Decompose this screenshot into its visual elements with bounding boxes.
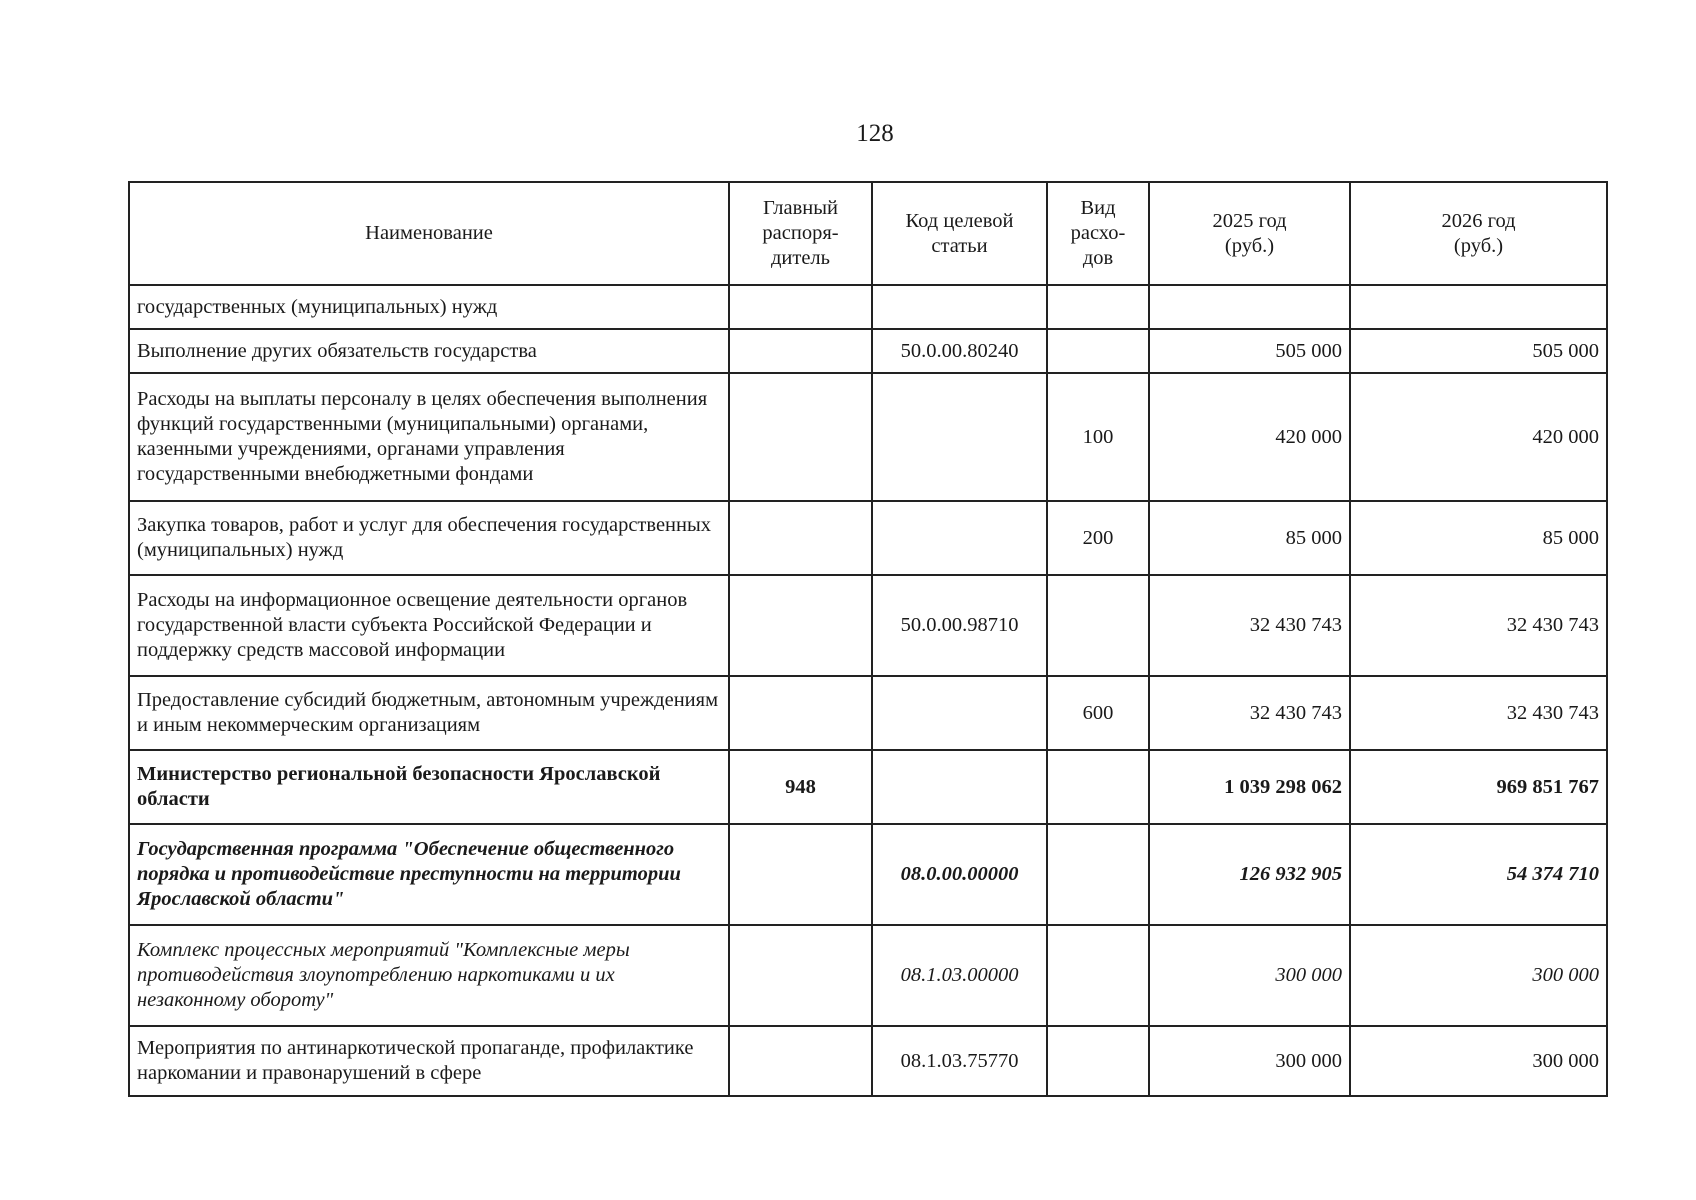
table-row: [129, 750, 1607, 824]
cell-code: [872, 373, 1047, 501]
cell-code: 50.0.00.80240: [872, 329, 1047, 373]
cell-2026: 85 000: [1350, 501, 1607, 575]
cell-code: 50.0.00.98710: [872, 575, 1047, 676]
cell-name: Государственная программа "Обеспечение общественного порядка и противодействие преступности на территории Ярославской области": [129, 824, 729, 925]
cell-name: государственных (муниципальных) нужд: [129, 285, 729, 329]
table-row: [129, 1026, 1607, 1096]
header-code: Код целевой статьи: [872, 182, 1047, 285]
page-number: 128: [856, 120, 894, 147]
cell-2025: 300 000: [1149, 1026, 1350, 1096]
table-row: [129, 824, 1607, 925]
cell-name: Комплекс процессных мероприятий "Комплексные меры противодействия злоупотреблению наркотиками и их незаконному обороту": [129, 925, 729, 1026]
header-name: Наименование: [129, 182, 729, 285]
table-row: [129, 925, 1607, 1026]
cell-code: [872, 676, 1047, 750]
cell-2026: [1350, 285, 1607, 329]
cell-code: 08.1.03.75770: [872, 1026, 1047, 1096]
cell-2026: 32 430 743: [1350, 676, 1607, 750]
cell-2025: 32 430 743: [1149, 676, 1350, 750]
cell-name: Расходы на выплаты персоналу в целях обеспечения выполнения функций государственными (муниципальными) органами, казенными учреждениями, органами управления государственными внебюджетными фондами: [129, 373, 729, 501]
table-row: [129, 676, 1607, 750]
cell-2025: 300 000: [1149, 925, 1350, 1026]
cell-2026: 32 430 743: [1350, 575, 1607, 676]
budget-table: [128, 181, 1608, 1097]
table-row: [129, 501, 1607, 575]
table-row: [129, 575, 1607, 676]
cell-expense-type: [1047, 1026, 1149, 1096]
header-2025: 2025 год (руб.): [1149, 182, 1350, 285]
cell-admin: [729, 1026, 872, 1096]
table-row: [129, 285, 1607, 329]
cell-2026: 300 000: [1350, 1026, 1607, 1096]
cell-2025: 420 000: [1149, 373, 1350, 501]
cell-expense-type: [1047, 285, 1149, 329]
table-header-row: [129, 182, 1607, 285]
cell-2025: 126 932 905: [1149, 824, 1350, 925]
cell-code: 08.0.00.00000: [872, 824, 1047, 925]
cell-admin: 948: [729, 750, 872, 824]
cell-expense-type: 600: [1047, 676, 1149, 750]
cell-code: [872, 285, 1047, 329]
cell-code: 08.1.03.00000: [872, 925, 1047, 1026]
cell-name: Мероприятия по антинаркотической пропаганде, профилактике наркомании и правонарушений в сфере: [129, 1026, 729, 1096]
cell-admin: [729, 501, 872, 575]
cell-expense-type: [1047, 824, 1149, 925]
cell-admin: [729, 925, 872, 1026]
cell-name: Расходы на информационное освещение деятельности органов государственной власти субъекта Российской Федерации и поддержку средств массовой информации: [129, 575, 729, 676]
cell-2026: 969 851 767: [1350, 750, 1607, 824]
cell-name: Выполнение других обязательств государства: [129, 329, 729, 373]
cell-expense-type: [1047, 750, 1149, 824]
cell-2026: 300 000: [1350, 925, 1607, 1026]
cell-code: [872, 501, 1047, 575]
cell-admin: [729, 285, 872, 329]
cell-expense-type: 100: [1047, 373, 1149, 501]
table-row: [129, 373, 1607, 501]
cell-code: [872, 750, 1047, 824]
cell-name: Закупка товаров, работ и услуг для обеспечения государственных (муниципальных) нужд: [129, 501, 729, 575]
cell-expense-type: 200: [1047, 501, 1149, 575]
cell-2026: 505 000: [1350, 329, 1607, 373]
cell-admin: [729, 676, 872, 750]
cell-2025: 85 000: [1149, 501, 1350, 575]
header-expense-type: Вид расхо- дов: [1047, 182, 1149, 285]
cell-admin: [729, 824, 872, 925]
cell-2025: 32 430 743: [1149, 575, 1350, 676]
cell-admin: [729, 329, 872, 373]
header-2026: 2026 год (руб.): [1350, 182, 1607, 285]
cell-expense-type: [1047, 575, 1149, 676]
cell-2025: 1 039 298 062: [1149, 750, 1350, 824]
cell-name: Предоставление субсидий бюджетным, автономным учреждениям и иным некоммерческим организациям: [129, 676, 729, 750]
cell-expense-type: [1047, 329, 1149, 373]
cell-admin: [729, 575, 872, 676]
cell-expense-type: [1047, 925, 1149, 1026]
cell-2025: [1149, 285, 1350, 329]
table-row: [129, 329, 1607, 373]
cell-name: Министерство региональной безопасности Ярославской области: [129, 750, 729, 824]
cell-2025: 505 000: [1149, 329, 1350, 373]
cell-2026: 420 000: [1350, 373, 1607, 501]
cell-admin: [729, 373, 872, 501]
header-admin: Главный распоря- дитель: [729, 182, 872, 285]
cell-2026: 54 374 710: [1350, 824, 1607, 925]
